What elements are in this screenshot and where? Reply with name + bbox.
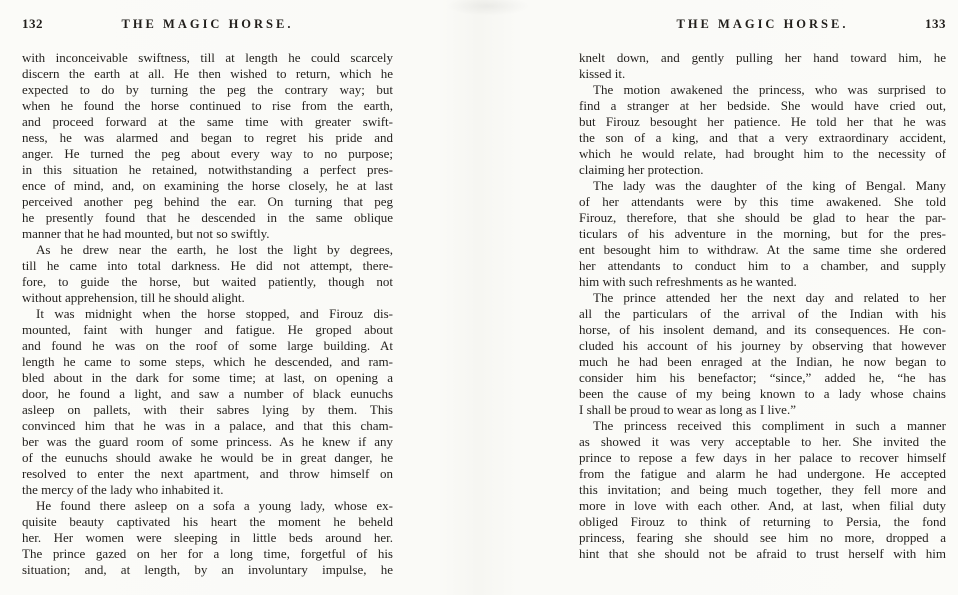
text-line: asleep on pallets, with their sabres lying by them. This [22,402,393,417]
text-line: convinced him that he was in a palace, and that this cham- [22,418,393,433]
text-line: he presently found that he descended in the same oblique [22,210,393,225]
text-line: cluded his account of his journey by observing that however [579,338,946,353]
text-line: fore, to guide the horse, but waited patiently, though not [22,274,393,289]
text-line: horse, of his insolent demand, and its consequences. He con- [579,322,946,337]
text-line: manner that he had mounted, but not so swiftly. [22,226,270,241]
text-line: quisite beauty captivated his heart the moment he beheld [22,514,393,529]
paragraph [579,178,946,290]
running-head-left: THE MAGIC HORSE. [121,17,294,31]
text-line: Firouz, therefore, that she should be glad to hear the par- [579,210,946,225]
text-line: him with such refreshments as he wanted. [579,274,797,289]
running-head-right: THE MAGIC HORSE. [676,17,849,31]
page-132 [22,16,393,578]
text-line: He found there asleep on a sofa a young lady, whose ex- [36,498,393,513]
text-line: with inconceivable swiftness, till at length he could scarcely [22,50,393,65]
text-line: till he came into total darkness. He did not attempt, there- [22,258,393,273]
text-line: resolved to enter the next apartment, and throw himself on [22,466,393,481]
page-body-left [22,50,393,578]
page-number-left: 132 [22,16,43,31]
text-line: claiming her protection. [579,162,704,177]
text-line: ness, he was alarmed and began to regret his pride and [22,130,393,145]
text-line: in this situation he retained, notwithstanding a perfect pres- [22,162,393,177]
text-line: knelt down, and gently pulling her hand toward him, he [579,50,946,65]
text-line: perceived another peg behind the ear. On turning that peg [22,194,393,209]
text-line: mounted, faint with hunger and fatigue. He groped about [22,322,393,337]
text-line: I shall be proud to wear as long as I live.” [579,402,796,417]
paragraph [22,498,393,578]
text-line: and found he was on the roof of some large building. At [22,338,393,353]
text-line: The lady was the daughter of the king of Bengal. Many [593,178,946,193]
text-line: The princess received this compliment in such a manner [593,418,946,433]
text-line: anger. He turned the peg about every way to no purpose; [22,146,393,161]
paragraph [22,242,393,306]
text-line: ber was the guard room of some princess. As he knew if any [22,434,393,449]
text-line: which he would relate, had brought him to the necessity of [579,146,946,161]
text-line: from the fatigue and alarm he had undergone. He accepted [579,466,946,481]
text-line: ent besought him to withdraw. At the same time she ordered [579,242,946,257]
text-line: door, he found a light, and saw a number of black eunuchs [22,386,393,401]
page-header-right [579,16,946,32]
text-line: princess, fearing she should see him no more, dropped a [579,530,946,545]
text-line: hint that she should not be afraid to trust herself with him [579,546,946,561]
page-body-right [579,50,946,562]
text-line: this invitation; and being much together, they fell more and [579,482,946,497]
text-line: The motion awakened the princess, who was surprised to [593,82,946,97]
paragraph [579,418,946,562]
text-line: and proceed forward at the same time with greater swift- [22,114,393,129]
text-line: as showed it was very acceptable to her. She invited the [579,434,946,449]
paragraph [579,82,946,178]
text-line: of the eunuchs should awake he would be in great danger, he [22,450,393,465]
page-header-left [22,16,393,32]
text-line: situation; and, at length, by an involuntary impulse, he [22,562,393,577]
paragraph [579,50,946,82]
text-line: ticulars of his adventure in the morning, but for the pres- [579,226,946,241]
text-line: her attendants to conduct him to a chamber, and supply [579,258,946,273]
text-line: discern the earth at all. He then wished to return, which he [22,66,393,81]
text-line: the mercy of the lady who inhabited it. [22,482,224,497]
text-line: obliged Firouz to think of returning to Persia, the fond [579,514,946,529]
paragraph [22,306,393,498]
text-line: but Firouz besought her patience. He told her that he was [579,114,946,129]
text-line: more in love with each other. And, at last, when filial duty [579,498,946,513]
text-line: kissed it. [579,66,626,81]
text-line: been the cause of my being known to a lady whose chains [579,386,946,401]
text-line: much he had been enraged at the Indian, he now began to [579,354,946,369]
text-line: consider him his benefactor; “since,” added he, “he has [579,370,946,385]
text-line: length he came to some steps, which he descended, and ram- [22,354,393,369]
text-line: the son of a king, and that a very extraordinary accident, [579,130,946,145]
paragraph [22,50,393,242]
text-line: when he found the horse continued to rise from the earth, [22,98,393,113]
text-line: bled about in the dark for some time; at last, on opening a [22,370,393,385]
page-number-right: 133 [925,16,946,31]
text-line: expected to do by turning the peg the contrary way; but [22,82,393,97]
text-line: her. Her women were sleeping in little beds around her. [22,530,393,545]
paragraph [579,290,946,418]
text-line: find a stranger at her bedside. She would have cried out, [579,98,946,113]
text-line: of her attendants were by this time awakened. She told [579,194,946,209]
text-line: The prince attended her the next day and related to her [593,290,946,305]
page-133 [579,16,946,562]
text-line: As he drew near the earth, he lost the light by degrees, [36,242,393,257]
text-line: all the particulars of the arrival of the Indian with his [579,306,946,321]
text-line: It was midnight when the horse stopped, and Firouz dis- [36,306,393,321]
text-line: prince to repose a few days in her palace to recover himself [579,450,946,465]
text-line: without apprehension, till he should alight. [22,290,245,305]
text-line: ence of mind, and, on examining the horse closely, he at last [22,178,393,193]
text-line: The prince gazed on her for a long time, forgetful of his [22,546,393,561]
